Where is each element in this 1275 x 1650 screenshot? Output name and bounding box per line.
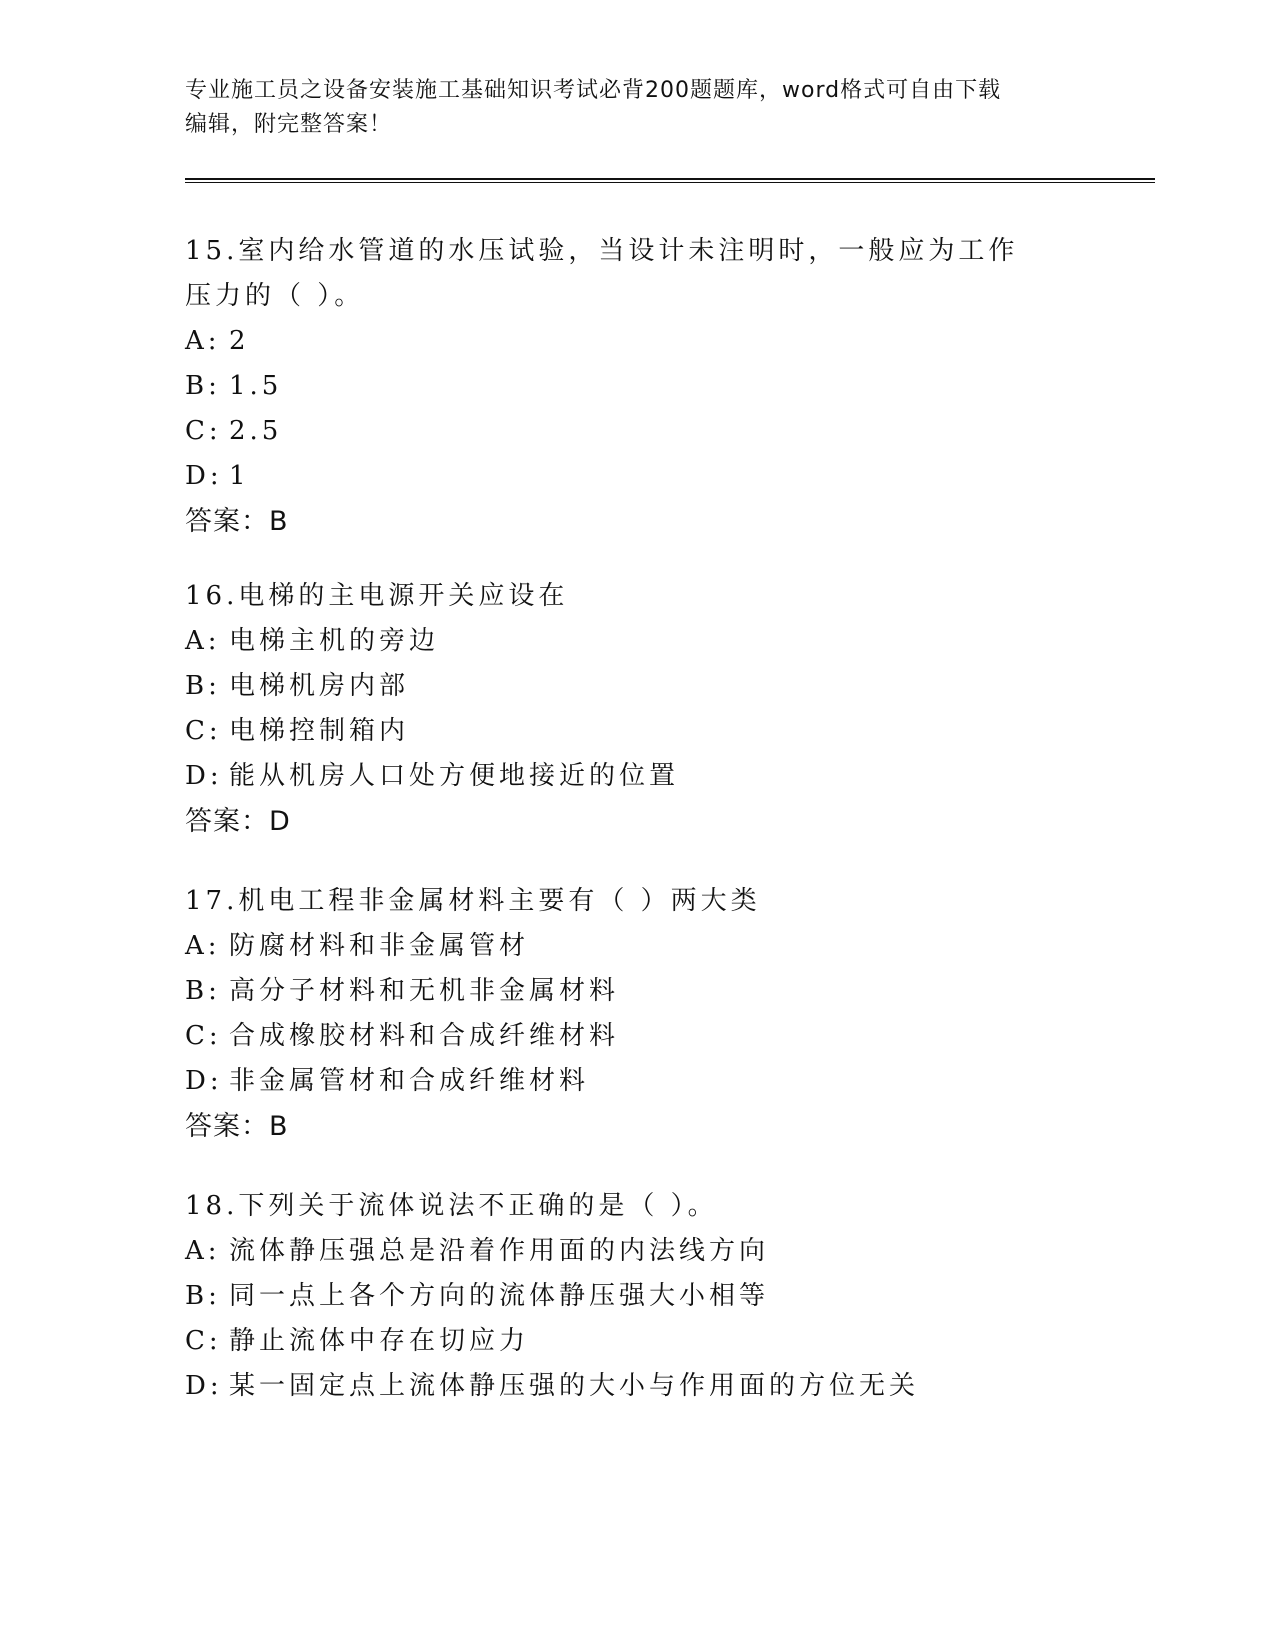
option-label: C: xyxy=(185,416,222,446)
question-text: 18.下列关于流体说法不正确的是（ ）。 xyxy=(185,1191,718,1221)
document-header xyxy=(185,74,1065,142)
option-label: B: xyxy=(185,976,221,1006)
option-label: B: xyxy=(185,1281,221,1311)
answer: 答案：D xyxy=(185,806,291,837)
option-text: 1.5 xyxy=(229,371,283,401)
option-label: C: xyxy=(185,716,222,746)
option-text: 合成橡胶材料和合成纤维材料 xyxy=(229,1021,620,1051)
option-text: 2.5 xyxy=(229,416,283,446)
option-label: A: xyxy=(185,626,221,656)
option-b xyxy=(185,664,1145,709)
question-text: 16.电梯的主电源开关应设在 xyxy=(185,581,569,611)
option-a xyxy=(185,1229,1145,1274)
option-d xyxy=(185,1059,1145,1104)
answer: 答案：B xyxy=(185,506,289,537)
header-line-2: 编辑，附完整答案！ xyxy=(185,112,393,137)
option-d xyxy=(185,1364,1145,1409)
option-label: B: xyxy=(185,671,221,701)
option-c xyxy=(185,1014,1145,1059)
option-text: 2 xyxy=(229,326,250,356)
option-text: 同一点上各个方向的流体静压强大小相等 xyxy=(229,1281,770,1311)
option-d xyxy=(185,454,1145,499)
option-b xyxy=(185,364,1145,409)
option-text: 电梯主机的旁边 xyxy=(229,626,440,656)
question-text: 15.室内给水管道的水压试验，当设计未注明时，一般应为工作压力的（ ）。 xyxy=(185,236,1019,311)
option-b xyxy=(185,1274,1145,1319)
option-c xyxy=(185,409,1145,454)
option-label: D: xyxy=(185,461,223,491)
option-label: A: xyxy=(185,326,221,356)
option-text: 1 xyxy=(229,461,250,491)
option-text: 电梯机房内部 xyxy=(229,671,410,701)
question-16 xyxy=(185,574,1145,845)
option-a xyxy=(185,924,1145,969)
option-label: D: xyxy=(185,761,223,791)
option-c xyxy=(185,709,1145,754)
header-line-1: 专业施工员之设备安装施工基础知识考试必背200题题库，word格式可自由下载 xyxy=(185,78,1002,103)
option-label: A: xyxy=(185,931,221,961)
option-text: 非金属管材和合成纤维材料 xyxy=(229,1066,590,1096)
option-text: 防腐材料和非金属管材 xyxy=(229,931,530,961)
option-b xyxy=(185,969,1145,1014)
question-text: 17.机电工程非金属材料主要有（ ）两大类 xyxy=(185,886,761,916)
option-label: D: xyxy=(185,1066,223,1096)
header-divider xyxy=(185,178,1155,183)
option-label: C: xyxy=(185,1326,222,1356)
option-a xyxy=(185,619,1145,664)
option-label: A: xyxy=(185,1236,221,1266)
option-d xyxy=(185,754,1145,799)
option-label: D: xyxy=(185,1371,223,1401)
option-text: 能从机房人口处方便地接近的位置 xyxy=(229,761,680,791)
option-label: C: xyxy=(185,1021,222,1051)
question-17 xyxy=(185,879,1145,1150)
question-15 xyxy=(185,229,1145,545)
answer: 答案：B xyxy=(185,1111,289,1142)
option-label: B: xyxy=(185,371,221,401)
option-a xyxy=(185,319,1145,364)
question-18 xyxy=(185,1184,1145,1409)
option-c xyxy=(185,1319,1145,1364)
option-text: 静止流体中存在切应力 xyxy=(229,1326,530,1356)
option-text: 流体静压强总是沿着作用面的内法线方向 xyxy=(229,1236,770,1266)
option-text: 某一固定点上流体静压强的大小与作用面的方位无关 xyxy=(229,1371,920,1401)
option-text: 电梯控制箱内 xyxy=(229,716,410,746)
option-text: 高分子材料和无机非金属材料 xyxy=(229,976,620,1006)
